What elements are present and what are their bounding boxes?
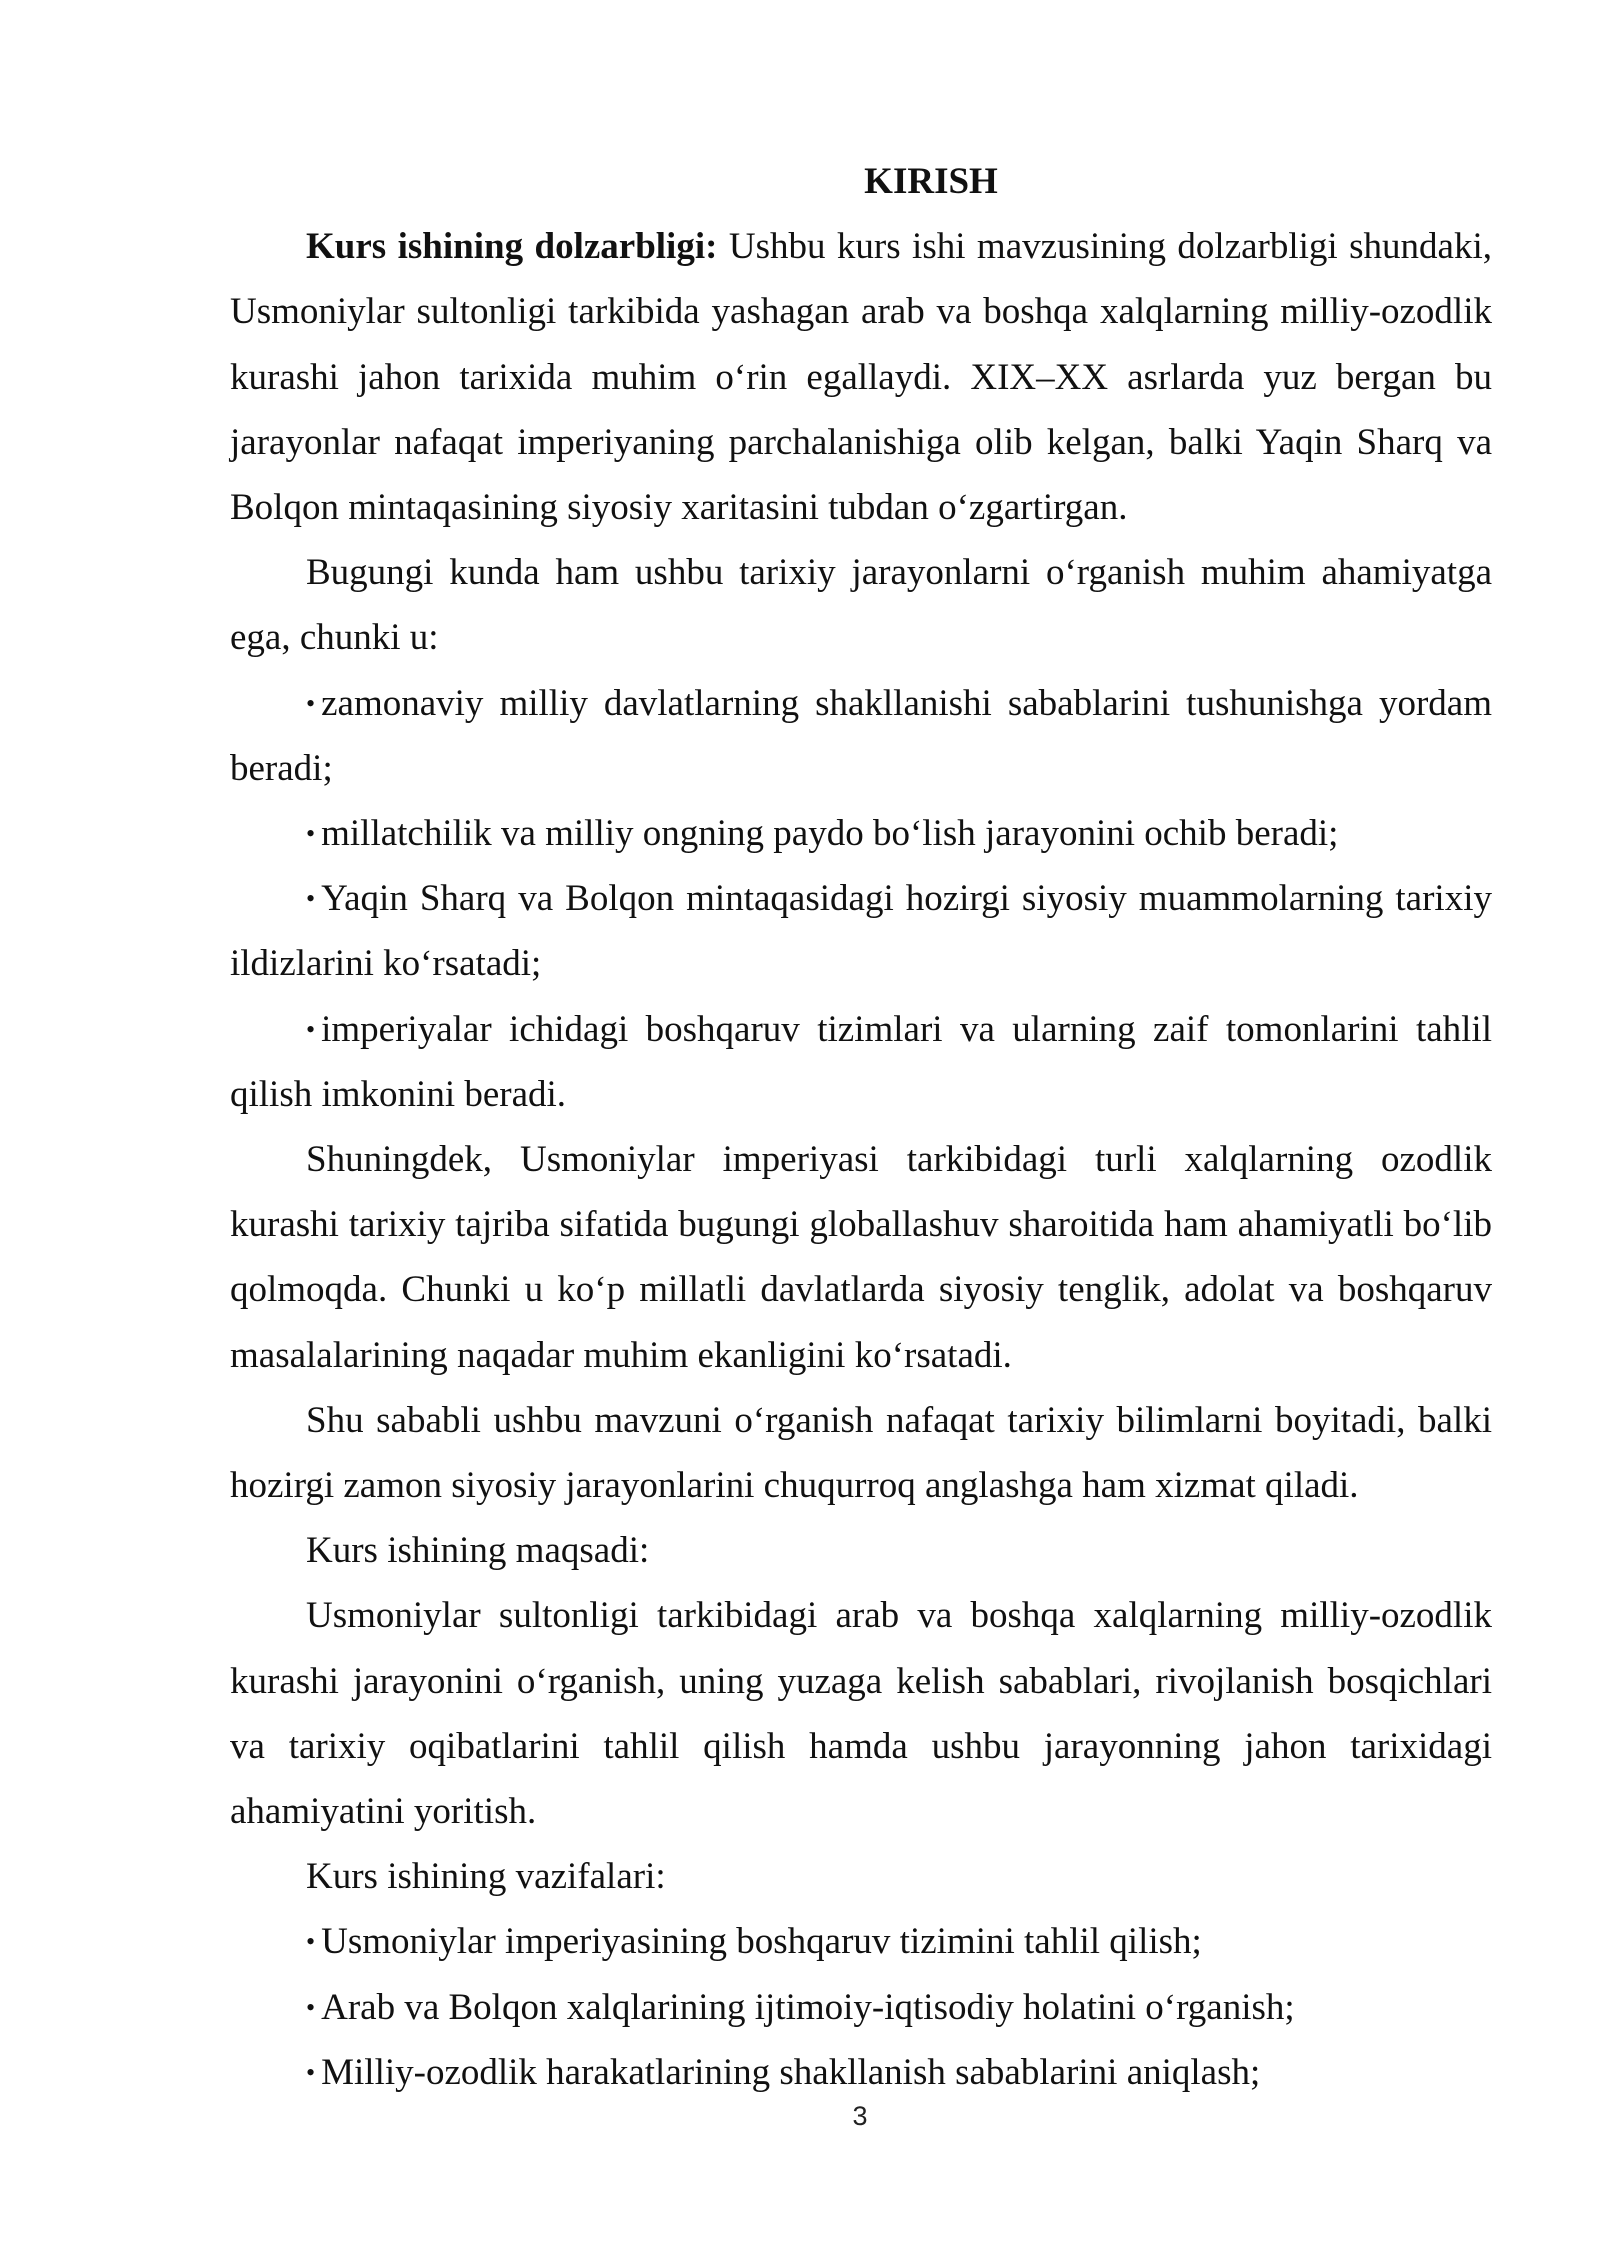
relevance-text: Ushbu kurs ishi mavzusining dolzarbligi shundaki, Usmoniylar sultonligi tarkibida yashagan arab va boshqa xalqlarning milliy-ozodlik kurashi jahon tarixida muhim o‘rin egallaydi. XIX–XX asrlarda yuz bergan bu jarayonlar nafaqat imperiyaning parchalanishiga olib kelgan, balki Yaqin Sharq va Bolqon mintaqasining siyosiy xaritasini tubdan o‘zgartirgan.: [230, 226, 1492, 529]
list-item-text: Milliy-ozodlik harakatlarining shakllanish sabablarini aniqlash;: [321, 2051, 1261, 2093]
bullet-icon: •: [306, 1992, 316, 2022]
list-item: [230, 2040, 1492, 2105]
bullet-icon: •: [306, 688, 316, 718]
tasks-heading: Kurs ishining vazifalari:: [306, 1856, 666, 1898]
goal-heading: Kurs ishining maqsadi:: [306, 1530, 650, 1572]
list-item: [230, 997, 1492, 1127]
bullet-icon: •: [306, 884, 316, 914]
list-item: [230, 1975, 1492, 2040]
goal-paragraph: Usmoniylar sultonligi tarkibidagi arab va boshqa xalqlarning milliy-ozodlik kurashi jarayonini o‘rganish, uning yuzaga kelish sabablari, rivojlanish bosqichlari va tarixiy oqibatlarini tahlil qilish hamda ushbu jarayonning jahon tarixidagi ahamiyatini yoritish.: [230, 1595, 1492, 1833]
list-item-text: Usmoniylar imperiyasining boshqaruv tizimini tahlil qilish;: [321, 1921, 1202, 1963]
page-content: [230, 149, 1492, 2105]
bullet-icon: •: [306, 2057, 316, 2087]
list-item: [230, 671, 1492, 801]
page-number: 3: [852, 2101, 868, 2131]
today-paragraph: Bugungi kunda ham ushbu tarixiy jarayonlarni o‘rganish muhim ahamiyatga ega, chunki u:: [230, 552, 1492, 659]
list-item: [230, 801, 1492, 866]
bullet-icon: •: [306, 819, 316, 849]
list-item-text: imperiyalar ichidagi boshqaruv tizimlari va ularning zaif tomonlarini tahlil qilish imkonini beradi.: [230, 1008, 1492, 1115]
relevance-paragraph: [230, 214, 1492, 540]
list-item: [230, 866, 1492, 996]
reason-paragraph: Shu sababli ushbu mavzuni o‘rganish nafaqat tarixiy bilimlarni boyitadi, balki hozirgi zamon siyosiy jarayonlarini chuqurroq anglashga ham xizmat qiladi.: [230, 1399, 1492, 1507]
also-paragraph: Shuningdek, Usmoniylar imperiyasi tarkibidagi turli xalqlarning ozodlik kurashi tarixiy tajriba sifatida bugungi globallashuv sharoitida ham ahamiyatli bo‘lib qolmoqda. Chunki u ko‘p millatli davlatlarda siyosiy tenglik, adolat va boshqaruv masalalarining naqadar muhim ekanligini ko‘rsatadi.: [230, 1139, 1492, 1376]
relevance-lead: Kurs ishining dolzarbligi:: [306, 226, 718, 268]
list-item-text: zamonaviy milliy davlatlarning shakllanishi sabablarini tushunishga yordam beradi;: [230, 682, 1492, 789]
page-title: KIRISH: [864, 161, 998, 202]
list-item: [230, 1909, 1492, 1974]
bullet-icon: •: [306, 1014, 316, 1044]
list-item-text: Arab va Bolqon xalqlarining ijtimoiy-iqtisodiy holatini o‘rganish;: [321, 1986, 1295, 2028]
list-item-text: Yaqin Sharq va Bolqon mintaqasidagi hozirgi siyosiy muammolarning tarixiy ildizlarini ko‘rsatadi;: [230, 878, 1492, 985]
list-item-text: millatchilik va milliy ongning paydo bo‘lish jarayonini ochib beradi;: [321, 813, 1339, 855]
bullet-icon: •: [306, 1927, 316, 1957]
